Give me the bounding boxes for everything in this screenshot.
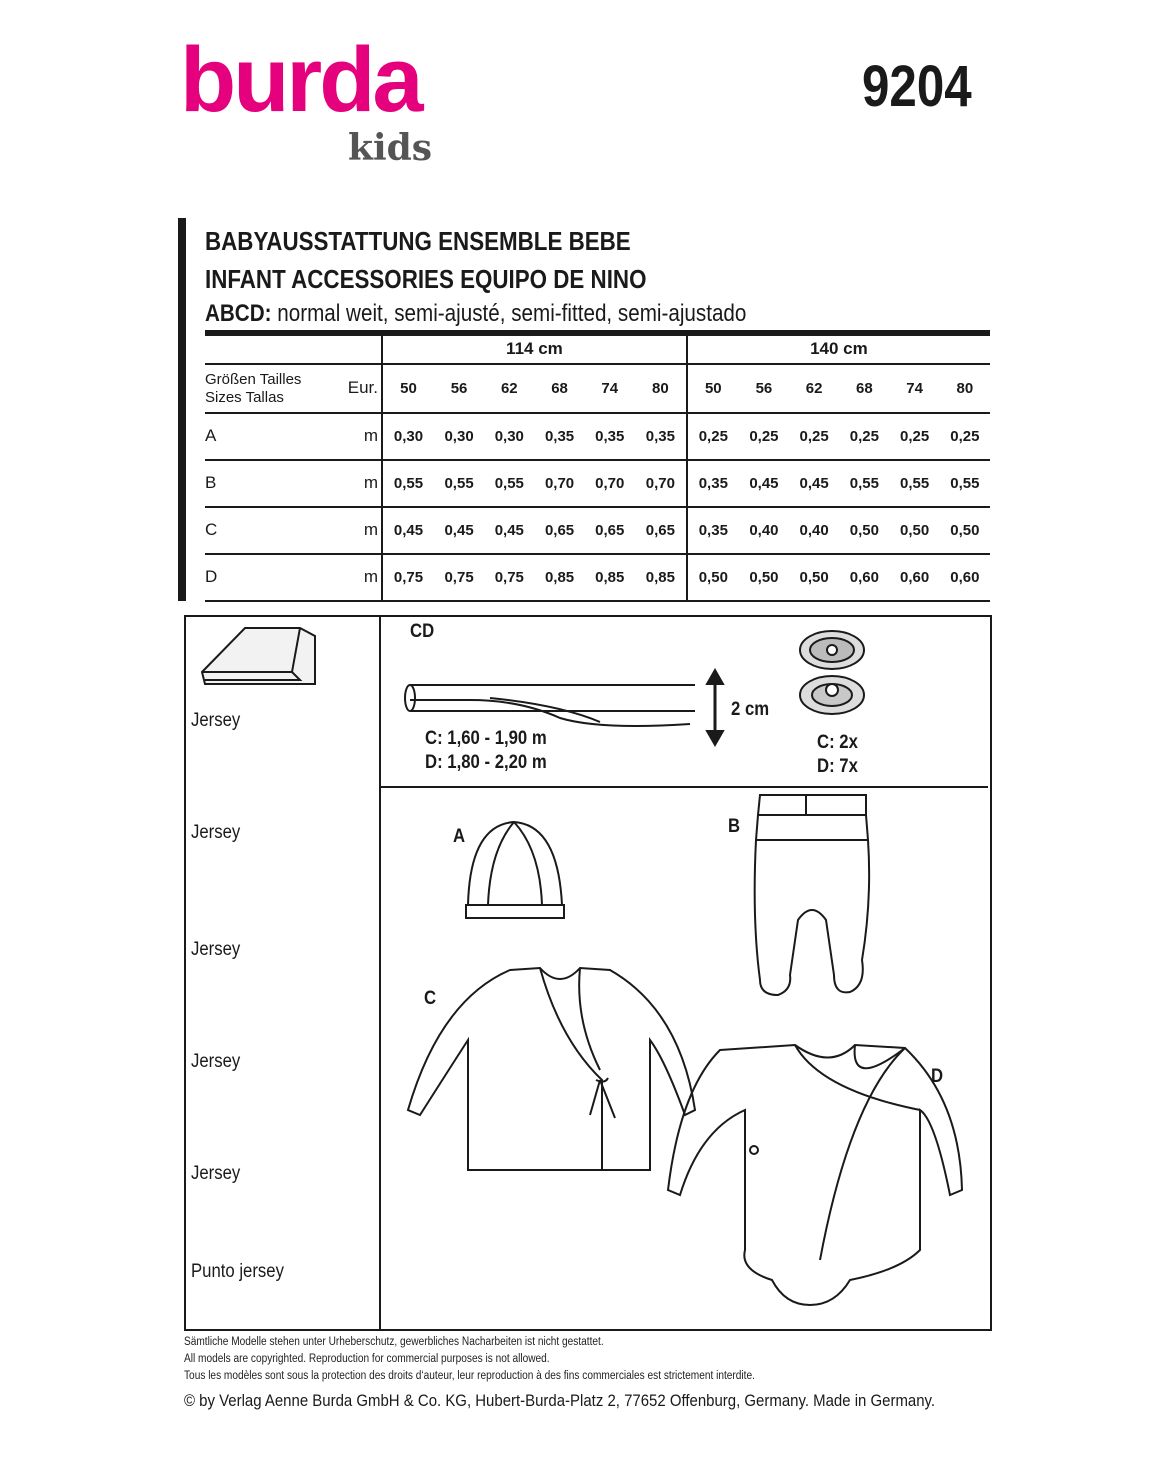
fit-prefix: ABCD:	[205, 300, 272, 327]
yardage-cell: 0,55	[890, 460, 940, 507]
yardage-cell: 0,30	[382, 413, 434, 460]
yardage-cell: 0,85	[635, 554, 687, 601]
width-header-114: 114 cm	[382, 333, 687, 364]
fabric-fold-icon	[202, 628, 315, 684]
view-label: B	[205, 460, 330, 507]
notions-cd-label: CD	[410, 621, 435, 642]
size-header: 56	[739, 364, 789, 413]
yardage-cell: 0,50	[890, 507, 940, 554]
size-header: 56	[434, 364, 484, 413]
width-header-140: 140 cm	[687, 333, 990, 364]
bias-binding-icon	[405, 685, 695, 726]
yardage-cell: 0,65	[635, 507, 687, 554]
yardage-cell: 0,45	[789, 460, 839, 507]
yardage-cell: 0,55	[839, 460, 889, 507]
size-header: 74	[890, 364, 940, 413]
yardage-cell: 0,70	[534, 460, 584, 507]
binding-length-c: C: 1,60 - 1,90 m	[425, 728, 547, 749]
size-header: 50	[382, 364, 434, 413]
yardage-cell: 0,85	[534, 554, 584, 601]
fabric-label: Jersey	[191, 822, 241, 843]
yardage-cell: 0,45	[484, 507, 534, 554]
yardage-cell: 0,25	[789, 413, 839, 460]
size-header: 68	[839, 364, 889, 413]
view-label: C	[205, 507, 330, 554]
view-b-label: B	[728, 816, 741, 837]
size-header: 80	[940, 364, 990, 413]
yardage-cell: 0,85	[585, 554, 635, 601]
yardage-cell: 0,45	[739, 460, 789, 507]
fabric-label: Jersey	[191, 710, 241, 731]
yardage-cell: 0,75	[484, 554, 534, 601]
yardage-cell: 0,35	[534, 413, 584, 460]
width-arrow-icon	[707, 670, 723, 745]
yardage-cell: 0,25	[890, 413, 940, 460]
unit-label: m	[330, 507, 382, 554]
yardage-cell: 0,75	[434, 554, 484, 601]
unit-label: m	[330, 413, 382, 460]
footer-copyright-fr: Tous les modèles sont sous la protection des droits d‘auteur, leur reproduction à des fins commerciales est strictement interdite.	[184, 1370, 755, 1382]
yardage-cell: 0,25	[839, 413, 889, 460]
snaps-count-c: C: 2x	[817, 732, 858, 753]
size-label-line-2: Sizes Tallas	[205, 388, 284, 406]
view-label: D	[205, 554, 330, 601]
binding-length-d: D: 1,80 - 2,20 m	[425, 752, 547, 773]
snap-icon	[800, 631, 864, 714]
fabric-label: Punto jersey	[191, 1261, 284, 1282]
snaps-count-d: D: 7x	[817, 756, 858, 777]
yardage-cell: 0,50	[940, 507, 990, 554]
size-header: 50	[687, 364, 739, 413]
view-a-label: A	[453, 826, 466, 847]
yardage-cell: 0,55	[434, 460, 484, 507]
yardage-cell: 0,35	[635, 413, 687, 460]
yardage-cell: 0,65	[585, 507, 635, 554]
footer-copyright-de: Sämtliche Modelle stehen unter Urheberschutz, gewerbliches Nacharbeiten ist nicht gestattet.	[184, 1336, 604, 1348]
unit-label: m	[330, 554, 382, 601]
yardage-cell: 0,50	[739, 554, 789, 601]
yardage-cell: 0,25	[940, 413, 990, 460]
yardage-cell: 0,50	[789, 554, 839, 601]
yardage-cell: 0,35	[687, 507, 739, 554]
pattern-number: 9204	[862, 54, 972, 119]
fabric-label: Jersey	[191, 939, 241, 960]
view-c-label: C	[424, 988, 437, 1009]
brand-logo: burda	[180, 29, 421, 131]
yardage-cell: 0,25	[739, 413, 789, 460]
yardage-cell: 0,55	[940, 460, 990, 507]
fabric-label: Jersey	[191, 1051, 241, 1072]
yardage-cell: 0,60	[890, 554, 940, 601]
size-header: 74	[585, 364, 635, 413]
yardage-cell: 0,55	[382, 460, 434, 507]
yardage-cell: 0,65	[534, 507, 584, 554]
footer-publisher: © by Verlag Aenne Burda GmbH & Co. KG, Hubert-Burda-Platz 2, 77652 Offenburg, Germany. Made in Germany.	[184, 1391, 936, 1410]
size-header: 80	[635, 364, 687, 413]
size-header: 68	[534, 364, 584, 413]
yardage-cell: 0,40	[739, 507, 789, 554]
view-d-label: D	[931, 1066, 944, 1087]
view-d-bodysuit-drawing	[668, 1045, 962, 1305]
yardage-cell: 0,60	[940, 554, 990, 601]
title-line-2: INFANT ACCESSORIES EQUIPO DE NINO	[205, 264, 647, 294]
yardage-cell: 0,25	[687, 413, 739, 460]
yardage-cell: 0,70	[635, 460, 687, 507]
view-label: A	[205, 413, 330, 460]
yardage-cell: 0,60	[839, 554, 889, 601]
size-header: 62	[789, 364, 839, 413]
unit-label: m	[330, 460, 382, 507]
yardage-cell: 0,35	[687, 460, 739, 507]
yardage-cell: 0,70	[585, 460, 635, 507]
yardage-cell: 0,40	[789, 507, 839, 554]
fit-text: normal weit, semi-ajusté, semi-fitted, semi-ajustado	[271, 300, 747, 327]
yardage-cell: 0,55	[484, 460, 534, 507]
size-label-line-1: Größen Tailles	[205, 370, 302, 388]
size-header: 62	[484, 364, 534, 413]
title-line-1: BABYAUSSTATTUNG ENSEMBLE BEBE	[205, 226, 631, 256]
yardage-cell: 0,45	[382, 507, 434, 554]
view-a-hat-drawing	[466, 822, 564, 918]
fabric-label: Jersey	[191, 1163, 241, 1184]
view-b-pants-drawing	[755, 795, 869, 995]
yardage-cell: 0,35	[585, 413, 635, 460]
yardage-cell: 0,30	[484, 413, 534, 460]
yardage-cell: 0,50	[839, 507, 889, 554]
brand-sub-logo: kids	[348, 127, 433, 169]
binding-width-label: 2 cm	[731, 699, 770, 720]
yardage-cell: 0,30	[434, 413, 484, 460]
yardage-cell: 0,50	[687, 554, 739, 601]
eur-label: Eur.	[330, 364, 382, 413]
footer-copyright-en: All models are copyrighted. Reproduction for commercial purposes is not allowed.	[184, 1353, 550, 1365]
view-c-wrap-top-drawing	[408, 968, 695, 1170]
yardage-cell: 0,45	[434, 507, 484, 554]
yardage-cell: 0,75	[382, 554, 434, 601]
